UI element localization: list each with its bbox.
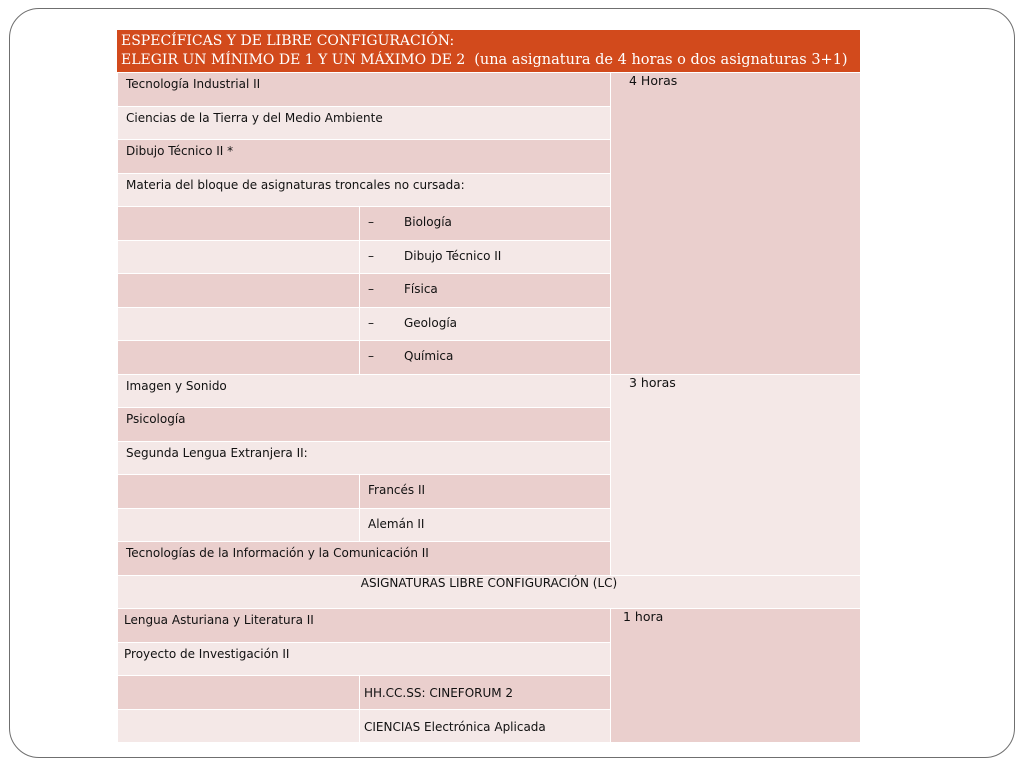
option-cell: HH.CC.SS: CINEFORUM 2 (360, 676, 611, 710)
troncal-cell: – Dibujo Técnico II (360, 240, 611, 274)
hours-cell-1 (611, 609, 861, 743)
hours-cell-4 (611, 73, 861, 375)
troncal-cell: – Biología (360, 207, 611, 241)
subject-cell: Proyecto de Investigación II (118, 642, 611, 676)
header-line-2-main: ELEGIR UN MÍNIMO DE 1 Y UN MÁXIMO DE 2 (121, 52, 466, 68)
troncal-cell: – Geología (360, 307, 611, 341)
empty-cell (118, 341, 360, 375)
subject-cell: Imagen y Sonido (118, 374, 611, 408)
troncal-cell: – Química (360, 341, 611, 375)
subject-cell: Ciencias de la Tierra y del Medio Ambiente (118, 106, 611, 140)
subject-cell: Lengua Asturiana y Literatura II (118, 609, 611, 643)
table-row (118, 73, 861, 107)
empty-cell (118, 676, 360, 710)
subject-cell: Tecnología Industrial II (118, 73, 611, 107)
empty-cell (118, 274, 360, 308)
table-row (118, 575, 861, 609)
table-row (118, 609, 861, 643)
empty-cell (118, 508, 360, 542)
hours-label: 1 hora (623, 609, 664, 624)
empty-cell (118, 709, 360, 743)
header-line-2 (121, 51, 856, 70)
language-cell: Alemán II (360, 508, 611, 542)
option-cell: CIENCIAS Electrónica Aplicada (360, 709, 611, 743)
troncal-cell: – Física (360, 274, 611, 308)
empty-cell (118, 475, 360, 509)
subject-cell: Psicología (118, 408, 611, 442)
empty-cell (118, 307, 360, 341)
empty-cell (118, 240, 360, 274)
header-line-2-note: (una asignatura de 4 horas o dos asignaturas 3+1) (474, 52, 848, 68)
hours-label: 4 Horas (629, 73, 678, 88)
hours-cell-3 (611, 374, 861, 575)
language-cell: Francés II (360, 475, 611, 509)
table-row (118, 374, 861, 408)
hours-label: 3 horas (629, 374, 676, 390)
subject-cell: Materia del bloque de asignaturas troncales no cursada: (118, 173, 611, 207)
lc-title: ASIGNATURAS LIBRE CONFIGURACIÓN (LC) (118, 575, 861, 609)
subject-cell: Dibujo Técnico II * (118, 140, 611, 174)
subject-cell: Tecnologías de la Información y la Comunicación II (118, 542, 611, 576)
table-header (117, 30, 860, 72)
empty-cell (118, 207, 360, 241)
subject-cell: Segunda Lengua Extranjera II: (118, 441, 611, 475)
subjects-table (117, 72, 861, 743)
header-line-1: ESPECÍFICAS Y DE LIBRE CONFIGURACIÓN: (121, 33, 455, 49)
